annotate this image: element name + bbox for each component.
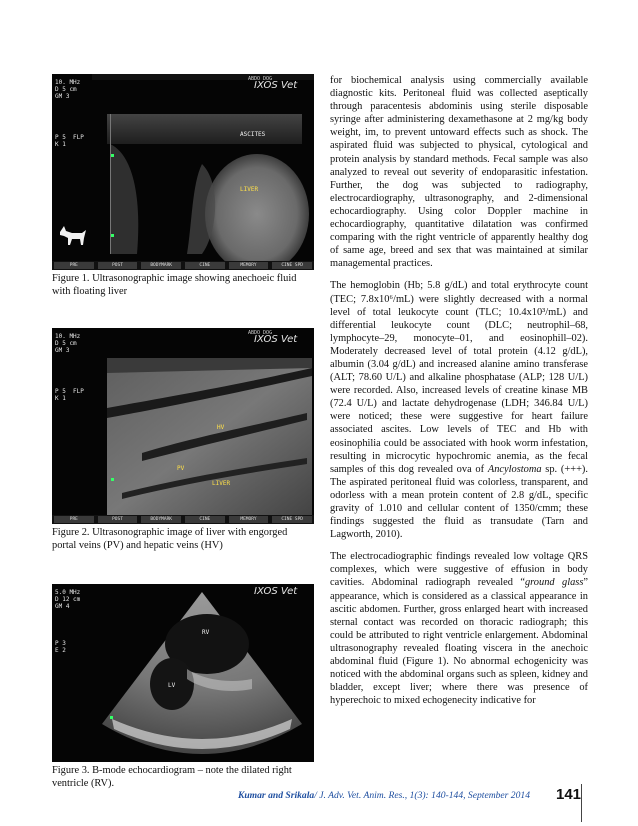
cine-spd-button: CINE SPD (272, 516, 312, 523)
scan-preset: ABDO DOG (248, 330, 273, 336)
scan-settings: 10. MHz D 5 cm GM 3 (55, 79, 81, 100)
page-number: 141 (556, 786, 582, 803)
body-text-column (330, 74, 588, 716)
figure-2-caption: Figure 2. Ultrasonographic image of liver with engorged portal veins (PV) and hepatic veins (HV) (52, 527, 288, 551)
figure-3-echocardiogram (52, 584, 314, 762)
bodymark-button: BODYMARK (141, 262, 181, 269)
paragraph-imaging-start: The electrocadiographic findings revealed low voltage QRS complexes, which were suggestive of effusion in body cavities. Abdominal radiograph revealed “ (330, 551, 588, 589)
memory-button: MEMORY (229, 516, 269, 523)
citation-authors: Kumar and Srikala (237, 790, 315, 801)
figure-column (52, 74, 314, 790)
memory-button: MEMORY (229, 262, 269, 269)
post-button: POST (98, 516, 138, 523)
pre-button: PRE (54, 262, 94, 269)
label-ascites: ASCITES (240, 131, 266, 138)
scan-preset: ABDO DOG (248, 76, 273, 82)
citation (238, 790, 530, 801)
figure-2-scan (52, 328, 314, 524)
ground-glass-term: ground glass (524, 577, 584, 589)
figure-3-caption: Figure 3. B-mode echocardiogram – note the dilated right ventricle (RV). (52, 765, 292, 789)
paragraph-hematology (330, 279, 588, 541)
paragraph-methods: for biochemical analysis using commercially available diagnostic kits. Peritoneal fluid was collected aseptically through paracentesis abdominis using sterile disposable syringe after administering dexamethasone at 2 mg/kg body weight, im, to prevent untoward effects such as shock. The aspirated fluid was subjected to physical, cytological and protein analysis by standard methods. Fecal sample was also analyzed to reveal out severity of endoparasitic infestation. Further, the dog was subjected to radiography, electrocardiography, ultrasonography, and 2-dimensional echocardiography. Using color Doppler machine in echocardiography, quantitative dilatation was confirmed comparing with the right ventricle of apparently healthy dog of same age, breed and sex that was maintained at similar managemental practices. (330, 75, 588, 270)
scan-probe-info: P 5 FLP K 1 (55, 134, 84, 148)
post-button: POST (98, 262, 138, 269)
label-liver: LIVER (212, 480, 231, 487)
figure-2-ultrasound-image (52, 328, 314, 524)
label-lv: LV (168, 682, 176, 689)
scan-probe-info: P 5 FLP K 1 (55, 388, 84, 402)
label-liver: LIVER (240, 186, 259, 193)
page-footer (0, 786, 638, 806)
figure-1-ultrasound-image (52, 74, 314, 270)
brand-logo: IXOS Vet (254, 334, 298, 345)
citation-journal: / J. Adv. Vet. Anim. Res., 1(3): 140-144, September 2014 (314, 790, 530, 801)
scan-depth-scale (110, 114, 111, 254)
scan-settings: 5.0 MHz D 12 cm GM 4 (55, 589, 81, 610)
cine-button: CINE (185, 262, 225, 269)
cine-button: CINE (185, 516, 225, 523)
scan-settings: 10. MHz D 5 cm GM 3 (55, 333, 81, 354)
paragraph-hematology-tail: sp. (+++). The aspirated peritoneal fluid was colorless, transparent, and odorless with a mean protein content of 2.8 g/dL, specific gravity of 1.010 and cellular content of 1350/cmm; these findings suggested the fluid as transudate (Tarn and Lagworth, 2010). (330, 463, 588, 541)
cine-spd-button: CINE SPD (272, 262, 312, 269)
dog-icon (58, 224, 88, 246)
scan-button-bar (52, 515, 314, 524)
label-hv: HV (217, 424, 225, 431)
scan-button-bar (52, 261, 314, 270)
paragraph-hematology-text: The hemoglobin (Hb; 5.8 g/dL) and total erythrocyte count (TEC; 7.8x10⁶/mL) were slightly decreased with a normal level of total leukocyte count (TLC; 10.4x10³/mL) and differential leukocyte count (DLC; neutrophil–68, lymphocyte–29, monocyte–01, and eosinophill–02). Moderately decreased level of total protein (4.12 g/dL), albumin (3.04 g/dL) and increased alanine amino transferase (ALT; 78.60 U/L) and alkaline phosphatase (ALP; 128 U/L) were recorded. Also, increased levels of creatine kinase MB (72.4 U/L) and lactate dehydrogenase (LDH; 346.84 U/L) were noticed; these were suggestive for heart failure associated ascites. Low levels of TEC and Hb with eosinophilia could be associated with hook worm infestation, resulting in microcytic hypochromic anemia, as the fecal samples of this dog revealed ova of (330, 280, 588, 475)
paragraph-imaging (330, 550, 588, 707)
pre-button: PRE (54, 516, 94, 523)
figure-1-caption: Figure 1. Ultrasonographic image showing anechoeic fluid with floating liver (52, 273, 297, 297)
label-pv: PV (177, 465, 185, 472)
paragraph-imaging-rest: ” appearance, which is considered as a classical appearance in ascitic abdomen. Further, gross enlarged heart with increased sternal contact was recorded on thoracic radiograph; this could be attributed to right ventricle enlargement. Abdominal ultrasonography revealed floating viscera in the anechoic abdominal fluid (Figure 1). No abnormal echogenicity was noticed with the abdominal organs such as spleen, kidney and bladder, except liver; where there was presence of hyperechoic to mixed echogenecity indicative for (330, 577, 588, 707)
bodymark-button: BODYMARK (141, 516, 181, 523)
brand-logo: IXOS Vet (254, 80, 298, 91)
scan-probe-info: P 3 E 2 (55, 640, 66, 654)
figure-3-scan (52, 584, 314, 762)
parasite-name: Ancylostoma (487, 463, 542, 475)
footer-divider (581, 784, 582, 822)
figure-1-scan (52, 74, 314, 270)
label-rv: RV (202, 629, 210, 636)
brand-logo: IXOS Vet (254, 586, 298, 597)
